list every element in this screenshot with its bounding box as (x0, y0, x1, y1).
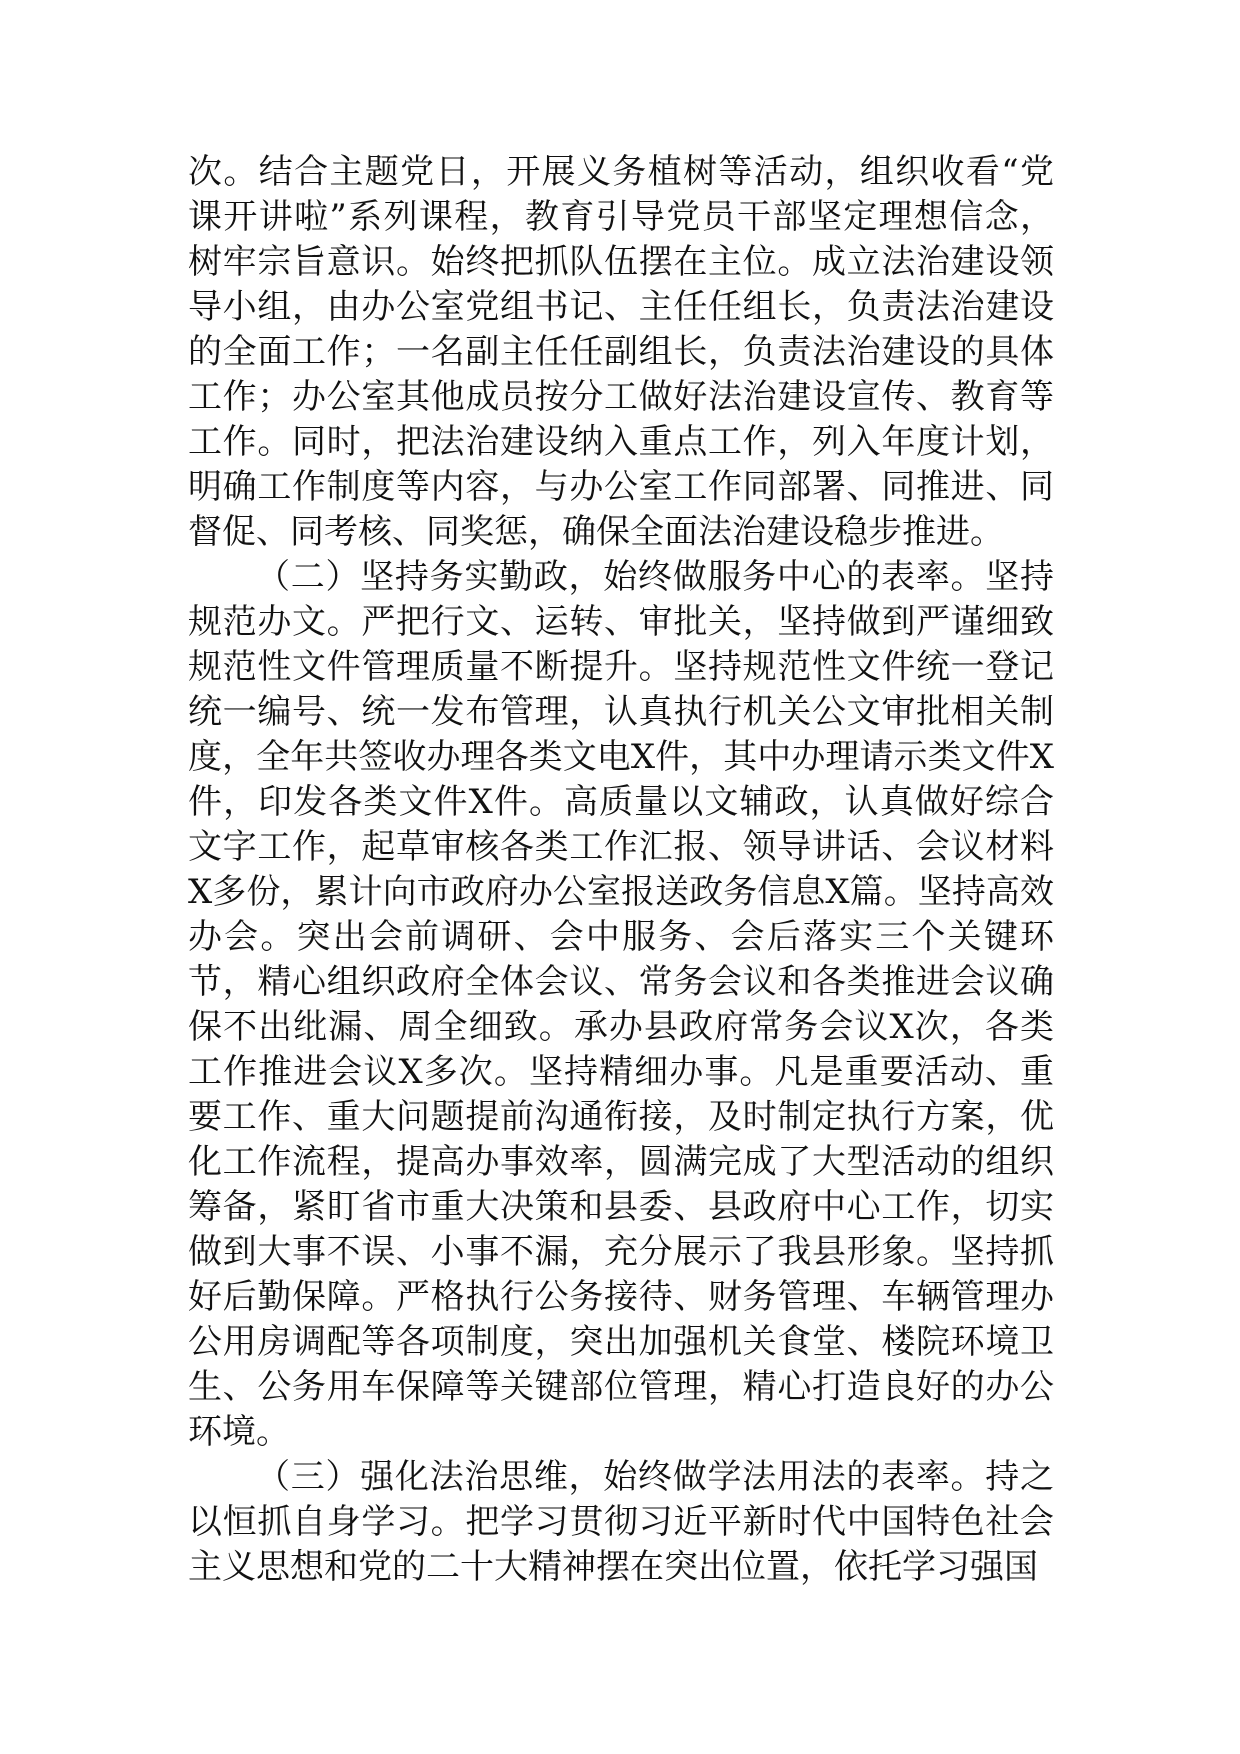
document-page (188, 150, 1054, 1590)
paragraph-1: 次。结合主题党日，开展义务植树等活动，组织收看“党课开讲啦”系列课程，教育引导党员干部坚定理想信念，树牢宗旨意识。始终把抓队伍摆在主位。成立法治建设领导小组，由办公室党组书记、主任任组长，负责法治建设的全面工作；一名副主任任副组长，负责法治建设的具体工作；办公室其他成员按分工做好法治建设宣传、教育等工作。同时，把法治建设纳入重点工作，列入年度计划，明确工作制度等内容，与办公室工作同部署、同推进、同督促、同考核、同奖惩，确保全面法治建设稳步推进。 (188, 152, 1054, 552)
paragraph-2: （二）坚持务实勤政，始终做服务中心的表率。坚持规范办文。严把行文、运转、审批关，坚持做到严谨细致规范性文件管理质量不断提升。坚持规范性文件统一登记统一编号、统一发布管理，认真执行机关公文审批相关制度，全年共签收办理各类文电X件，其中办理请示类文件X件，印发各类文件X件。高质量以文辅政，认真做好综合文字工作，起草审核各类工作汇报、领导讲话、会议材料X多份，累计向市政府办公室报送政务信息X篇。坚持高效办会。突出会前调研、会中服务、会后落实三个关键环节，精心组织政府全体会议、常务会议和各类推进会议确保不出纰漏、周全细致。承办县政府常务会议X次，各类工作推进会议X多次。坚持精细办事。凡是重要活动、重要工作、重大问题提前沟通衔接，及时制定执行方案，优化工作流程，提高办事效率，圆满完成了大型活动的组织筹备，紧盯省市重大决策和县委、县政府中心工作，切实做到大事不误、小事不漏，充分展示了我县形象。坚持抓好后勤保障。严格执行公务接待、财务管理、车辆管理办公用房调配等各项制度，突出加强机关食堂、楼院环境卫生、公务用车保障等关键部位管理，精心打造良好的办公环境。 (188, 557, 1054, 1452)
paragraph-3: （三）强化法治思维，始终做学法用法的表率。持之以恒抓自身学习。把学习贯彻习近平新时代中国特色社会主义思想和党的二十大精神摆在突出位置，依托学习强国 (188, 1457, 1054, 1587)
